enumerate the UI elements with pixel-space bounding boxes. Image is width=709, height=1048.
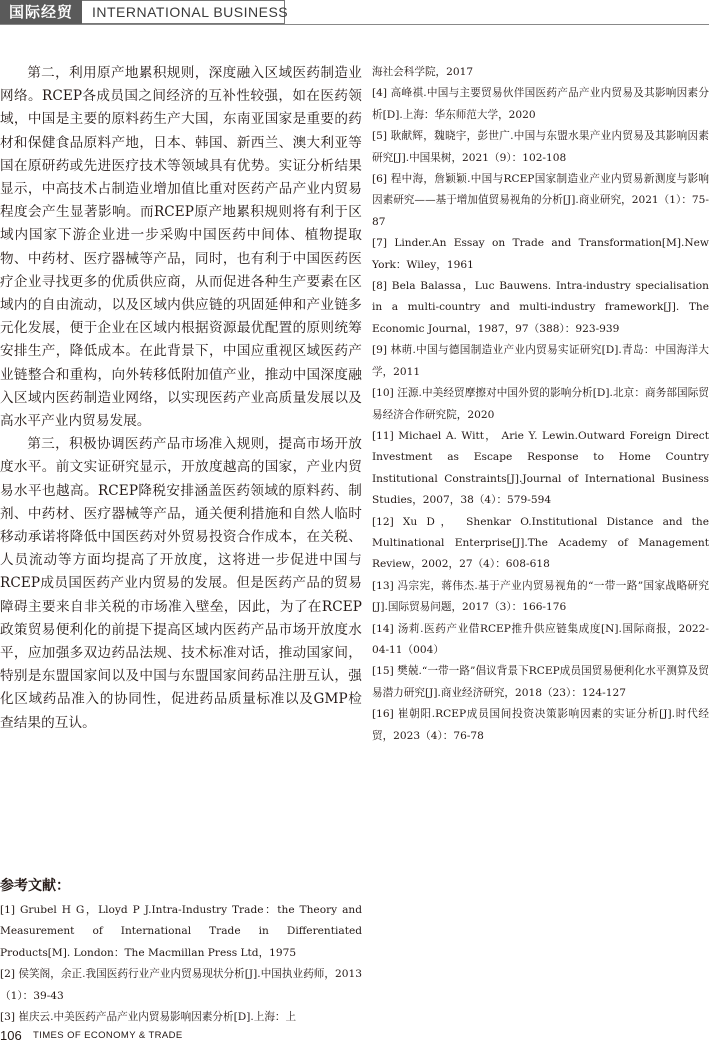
reference-item: [6] 程中海，詹颖颖.中国与RCEP国家制造业产业内贸易新测度与影响因素研究——基于增加值贸易视角的分析[J].商业研究，2021（1）：75-87 xyxy=(372,173,709,228)
header-divider xyxy=(0,24,709,25)
reference-item: [7] Linder.An Essay on Trade and Transformation[M].New York：Wiley，1961 xyxy=(372,237,709,271)
journal-name: TIMES OF ECONOMY & TRADE xyxy=(33,1030,183,1041)
reference-item: [15] 樊兢.“一带一路”倡议背景下RCEP成员国贸易便利化水平测算及贸易潜力研究[J].商业经济研究，2018（23）：124-127 xyxy=(372,665,709,699)
reference-item: [1] Grubel H G，Lloyd P J.Intra-Industry Trade：the Theory and Measurement of International Trade in Differentiated Products[M]. London：The Macmillan Press Ltd，1975 xyxy=(0,904,362,959)
reference-item: [2] 侯笑阁，余正.我国医药行业产业内贸易现状分析[J].中国执业药师，2013（1）：39-43 xyxy=(0,968,362,1002)
reference-item: [12] Xu D， Shenkar O.Institutional Distance and the Multinational Enterprise[J].The Academy of Management Review，2002，27（4）：608-618 xyxy=(372,515,709,571)
page-number: 106 xyxy=(0,1028,22,1043)
reference-item: [4] 高峰祺.中国与主要贸易伙伴国医药产品产业内贸易及其影响因素分析[D].上海：华东师范大学，2020 xyxy=(372,87,709,121)
reference-item: [10] 汪源.中美经贸摩擦对中国外贸的影响分析[D].北京：商务部国际贸易经济合作研究院，2020 xyxy=(372,387,709,421)
reference-item: [8] Bela Balassa，Luc Bauwens. Intra-industry specialisation in a multi-country and multi-industry framework[J]. The Economic Journal，1987，97（388）：923-939 xyxy=(372,280,709,335)
reference-item: [3] 崔庆云.中美医药产品产业内贸易影响因素分析[D].上海：上 xyxy=(0,1011,297,1024)
reference-item: [16] 崔朝阳.RCEP成员国间投资决策影响因素的实证分析[J].时代经贸，2023（4）：76-78 xyxy=(372,708,709,742)
references-heading: 参考文献： xyxy=(0,878,70,894)
reference-item: [14] 汤莉.医药产业借RCEP推升供应链集成度[N].国际商报，2022-04-11（004） xyxy=(372,622,709,656)
section-label-cn: 国际经贸 xyxy=(0,0,82,24)
references-right xyxy=(372,62,709,747)
body-paragraph: 第二，利用原产地累积规则，深度融入区域医药制造业网络。RCEP各成员国之间经济的互补性较强，如在医药领域，中国是主要的原料药生产大国，东南亚国家是重要的药材和保健食品原料产地，日本、韩国、新西兰、澳大利亚等国在原研药或先进医疗技术等领域具有优势。实证分析结果显示，中高技术占制造业增加值比重对医药产品产业内贸易程度会产生显著影响。而RCEP原产地累积规则将有利于区域内国家下游企业进一步采购中国医药中间体、植物提取物、中药材、医疗器械等产品，同时，也有利于中国医药医疗企业寻找更多的优质供应商，从而促进各种生产要素在区域内的自由流动，以及区域内供应链的巩固延伸和产业链多元化发展，便于企业在区域内根据资源最优配置的原则统筹安排生产，降低成本。在此背景下，中国应重视区域医药产业链整合和重构，向外转移低附加值产业，推动中国深度融入区域内医药制造业网络，以实现医药产业高质量发展以及高水平产业内贸易发展。 xyxy=(0,65,362,430)
reference-item: 海社会科学院，2017 xyxy=(372,66,474,78)
page-header xyxy=(0,0,709,26)
section-label-en: INTERNATIONAL BUSINESS xyxy=(92,4,289,20)
reference-item: [11] Michael A. Witt， Arie Y. Lewin.Outward Foreign Direct Investment as Escape Response to Home Country Institutional Constraints[J].Journal of International Business Studies，2007，38（4）：579-594 xyxy=(372,429,709,507)
page-footer xyxy=(0,1026,709,1048)
body-column-left xyxy=(0,62,362,735)
reference-item: [5] 耿献辉，魏晓宇，彭世广.中国与东盟水果产业内贸易及其影响因素研究[J].中国果树，2021（9）：102-108 xyxy=(372,130,709,164)
references-left xyxy=(0,900,362,1028)
reference-item: [9] 林萌.中国与德国制造业产业内贸易实证研究[D].青岛：中国海洋大学，2011 xyxy=(372,344,709,378)
reference-item: [13] 冯宗宪，蒋伟杰.基于产业内贸易视角的“一带一路”国家战略研究[J].国际贸易问题，2017（3）：166-176 xyxy=(372,579,709,614)
body-paragraph: 第三，积极协调医药产品市场准入规则，提高市场开放度水平。前文实证研究显示，开放度越高的国家，产业内贸易水平也越高。RCEP降税安排涵盖医药领域的原料药、制剂、中药材、医疗器械等产品，通关便利措施和自然人临时移动承诺将降低中国医药对外贸易投资合作成本，在关税、人员流动等方面均提高了开放度，这将进一步促进中国与RCEP成员国医药产业内贸易的发展。但是医药产品的贸易障碍主要来自非关税的市场准入壁垒，因此，为了在RCEP政策贸易便利化的前提下提高区域内医药产品市场开放度水平，应加强多双边药品法规、技术标准对话，推动国家间，特别是东盟国家间以及中国与东盟国家间药品注册互认，强化区域药品准入的协同性，促进药品质量标准以及GMP检查结果的互认。 xyxy=(0,436,362,731)
